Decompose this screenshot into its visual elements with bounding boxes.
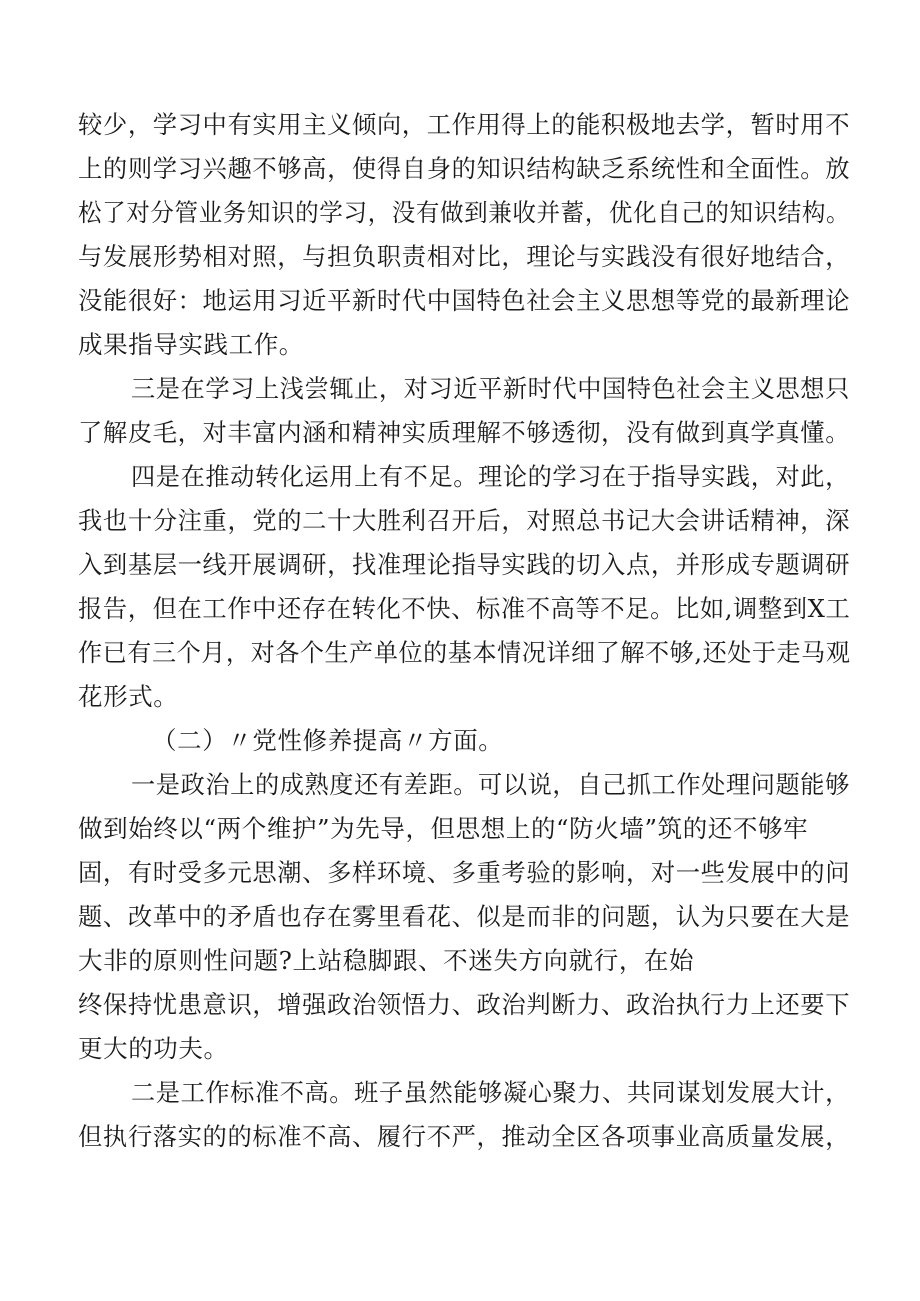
text-line: 入到基层一线开展调研，找准理论指导实践的切入点，并形成专题调研 xyxy=(78,550,851,579)
text-line: 报告，但在工作中还存在转化不快、标准不高等不足。比如,调整到X工 xyxy=(78,594,851,623)
text-line: 做到始终以“两个维护”为先导，但思想上的“防火墙”筑的还不够牢 xyxy=(78,814,809,843)
text-line: 没能很好：地运用习近平新时代中国特色社会主义思想等党的最新理论 xyxy=(78,286,851,315)
text-line: 更大的功夫。 xyxy=(78,1034,229,1063)
text-line: 大非的原则性问题?上站稳脚跟、不迷失方向就行，在始 xyxy=(78,946,695,975)
text-line: 我也十分注重，党的二十大胜利召开后，对照总书记大会讲话精神，深 xyxy=(78,506,851,535)
text-line: 终保持忧患意识，增强政治领悟力、政治判断力、政治执行力上还要下 xyxy=(78,990,851,1019)
text-line: 但执行落实的的标准不高、履行不严，推动全区各项事业高质量发展， xyxy=(78,1122,851,1151)
section-heading: （二）〃党性修养提高〃方面。 xyxy=(152,726,504,755)
text-line: 上的则学习兴趣不够高，使得自身的知识结构缺乏系统性和全面性。放 xyxy=(78,154,851,183)
paragraph-start-line: 二是工作标准不高。班子虽然能够凝心聚力、共同谋划发展大计， xyxy=(131,1078,850,1107)
text-line: 成果指导实践工作。 xyxy=(78,330,304,359)
text-line: 作已有三个月，对各个生产单位的基本情况详细了解不够,还处于走马观 xyxy=(78,638,851,667)
text-line: 题、改革中的矛盾也存在雾里看花、似是而非的问题，认为只要在大是 xyxy=(78,902,851,931)
text-line: 了解皮毛，对丰富内涵和精神实质理解不够透彻，没有做到真学真懂。 xyxy=(78,418,851,447)
text-line: 较少，学习中有实用主义倾向，工作用得上的能积极地去学，暂时用不 xyxy=(78,110,851,139)
paragraph-start-line: 一是政治上的成熟度还有差距。可以说，自己抓工作处理问题能够 xyxy=(131,770,850,799)
text-line: 松了对分管业务知识的学习，没有做到兼收并蓄，优化自己的知识结构。 xyxy=(78,198,851,227)
paragraph-start-line: 四是在推动转化运用上有不足。理论的学习在于指导实践，对此， xyxy=(131,462,850,491)
text-line: 花形式。 xyxy=(78,682,179,711)
text-line: 固，有时受多元思潮、多样环境、多重考验的影响，对一些发展中的问 xyxy=(78,858,851,887)
text-line: 与发展形势相对照，与担负职责相对比，理论与实践没有很好地结合， xyxy=(78,242,851,271)
paragraph-start-line: 三是在学习上浅尝辄止，对习近平新时代中国特色社会主义思想只 xyxy=(131,374,850,403)
